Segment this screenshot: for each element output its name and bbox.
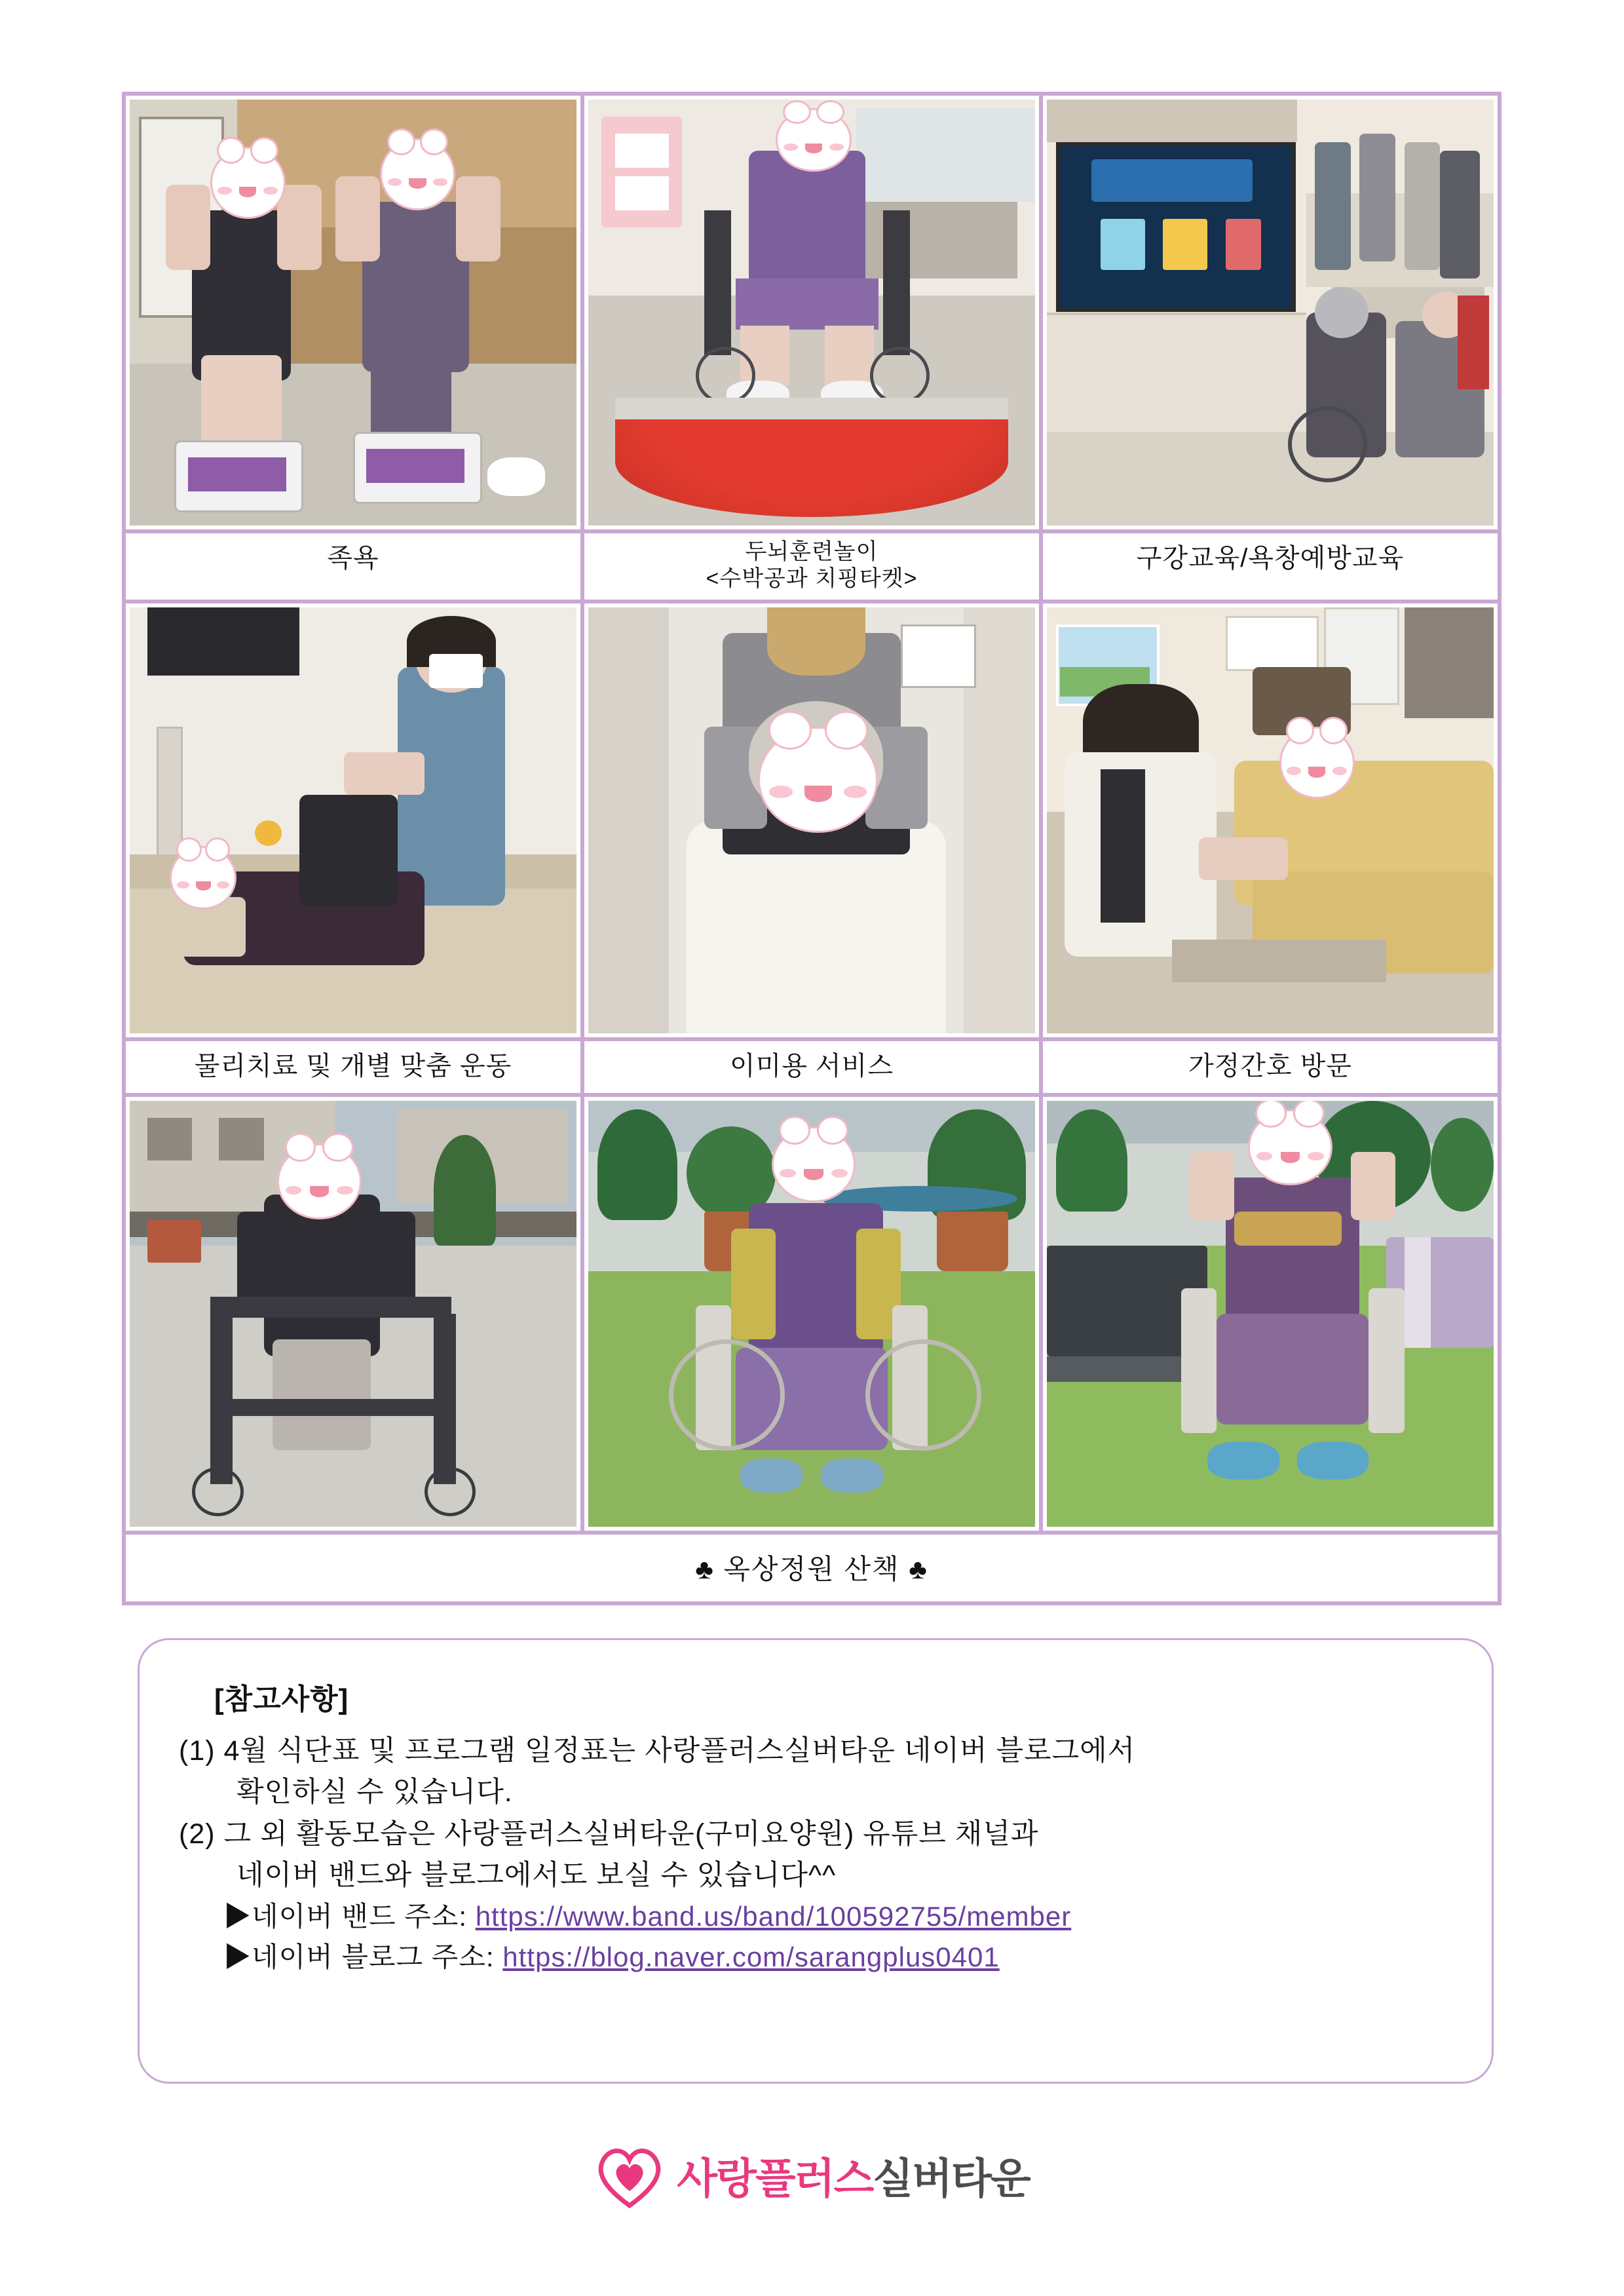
face-sticker xyxy=(1279,727,1355,799)
photo-cell-walker xyxy=(124,1095,582,1533)
photo-cell-garden2 xyxy=(1041,1095,1500,1533)
photo-cell-footbath xyxy=(124,94,582,531)
caption-education: 구강교육/욕창예방교육 xyxy=(1041,531,1500,602)
face-sticker xyxy=(772,1126,856,1203)
logo-text-pink: 사랑플러스 xyxy=(677,2155,873,2202)
photo-row-2 xyxy=(124,602,1500,1039)
photo-cell-homecare xyxy=(1041,602,1500,1039)
notice-item-1-line1: (1) 4월 식단표 및 프로그램 일정표는 사랑플러스실버타운 네이버 블로그에서 xyxy=(179,1735,1136,1767)
face-sticker xyxy=(758,727,878,833)
notice-item-1-line2: 확인하실 수 있습니다. xyxy=(236,1776,513,1808)
photo-walker xyxy=(130,1101,576,1527)
photo-garden2 xyxy=(1047,1101,1494,1527)
logo-text xyxy=(677,2145,1029,2206)
photo-row-3 xyxy=(124,1095,1500,1533)
photo-grid xyxy=(122,92,1501,1605)
photo-garden1 xyxy=(588,1101,1035,1527)
caption-homecare: 가정간호 방문 xyxy=(1041,1039,1500,1095)
caption-row-2 xyxy=(124,1039,1500,1095)
photo-hair xyxy=(588,607,1035,1033)
notice-item-2-line1: (2) 그 외 활동모습은 사랑플러스실버타운(구미요양원) 유튜브 채널과 xyxy=(179,1818,1039,1850)
photo-education xyxy=(1047,100,1494,526)
face-sticker xyxy=(380,138,455,210)
photo-cell-physio xyxy=(124,602,582,1039)
face-sticker xyxy=(277,1143,362,1220)
photo-cell-garden1 xyxy=(582,1095,1041,1533)
notice-title: [참고사항] xyxy=(214,1683,349,1715)
caption-footbath: 족욕 xyxy=(124,531,582,602)
face-sticker xyxy=(776,108,851,172)
face-sticker xyxy=(170,846,236,909)
photo-footbath xyxy=(130,100,576,526)
logo-text-gray: 실버타운 xyxy=(873,2155,1030,2202)
notice-item-2-line2: 네이버 밴드와 블로그에서도 보실 수 있습니다^^ xyxy=(236,1859,837,1891)
photo-physio xyxy=(130,607,576,1033)
notice-box xyxy=(138,1638,1494,2084)
heart-logo-icon xyxy=(594,2143,665,2208)
band-link-label: ▶네이버 밴드 주소: xyxy=(223,1901,468,1932)
band-link-row xyxy=(179,1898,1452,1936)
caption-roof-garden: ♣ 옥상정원 산책 ♣ xyxy=(124,1533,1500,1603)
caption-row-1 xyxy=(124,531,1500,602)
blog-link-row xyxy=(179,1938,1452,1976)
caption-row-3 xyxy=(124,1533,1500,1603)
caption-physio: 물리치료 및 개별 맞춤 운동 xyxy=(124,1039,582,1095)
footer-logo xyxy=(0,2143,1624,2208)
photo-homecare xyxy=(1047,607,1494,1033)
caption-brain-game-line1: 두뇌훈련놀이 xyxy=(745,539,878,564)
photo-cell-brain-game xyxy=(582,94,1041,531)
photo-cell-education xyxy=(1041,94,1500,531)
blog-link-url[interactable]: https://blog.naver.com/sarangplus0401 xyxy=(502,1942,1000,1973)
band-link-url[interactable]: https://www.band.us/band/100592755/member xyxy=(475,1901,1072,1932)
face-sticker xyxy=(210,147,286,219)
photo-cell-hair xyxy=(582,602,1041,1039)
blog-link-label: ▶네이버 블로그 주소: xyxy=(223,1942,495,1973)
caption-brain-game-line2: <수박공과 치핑타켓> xyxy=(706,566,918,592)
photo-brain-game xyxy=(588,100,1035,526)
face-sticker xyxy=(1248,1109,1332,1186)
caption-hair: 이미용 서비스 xyxy=(582,1039,1041,1095)
photo-row-1 xyxy=(124,94,1500,531)
caption-brain-game xyxy=(582,531,1041,602)
